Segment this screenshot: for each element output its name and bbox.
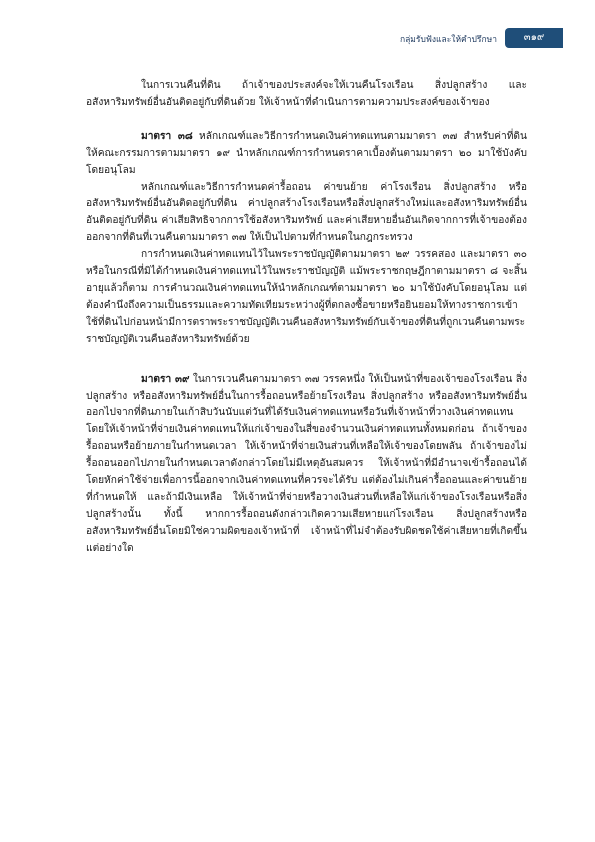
page-number-tab — [505, 28, 563, 48]
section-label: มาตรา ๓๘ — [141, 129, 193, 142]
paragraph-section-38-compensation — [86, 247, 527, 348]
paragraph-text: การกำหนดเงินค่าทดแทนไว้ในพระราชบัญญัติตามมาตรา ๒๙ วรรคสอง และมาตรา ๓๐ หรือในกรณีที่มิได้กำหนดเงินค่าทดแทนไว้ในพระราชบัญญัติ แม้พระราชกฤษฎีกาตามมาตรา ๘ จะสิ้นอายุแล้วก็ตาม การคำนวณเงินค่าทดแทนให้นำหลักเกณฑ์ตามมาตรา ๒๐ มาใช้บังคับโดยอนุโลม แต่ต้องคำนึงถึงความเป็นธรรมและความทัดเทียมระหว่างผู้ที่ตกลงซื้อขายหรือยินยอมให้ทางราชการเข้าใช้ที่ดินไปก่อนหน้ามีการตราพระราชบัญญัติเวนคืนอสังหาริมทรัพย์กับเจ้าของที่ดินที่ถูกเวนคืนตามพระราชบัญญัติเวนคืนอสังหาริมทรัพย์ด้วย — [86, 249, 527, 345]
document-body — [86, 78, 527, 558]
page-number: ๓๑๙ — [523, 32, 545, 43]
paragraph-section-38-criteria — [86, 180, 527, 248]
page-header — [0, 28, 595, 50]
paragraph-expropriation-intro — [86, 78, 527, 112]
section-label: มาตรา ๓๙ — [141, 372, 190, 385]
paragraph-text: หลักเกณฑ์และวิธีการกำหนดค่ารื้อถอน ค่าขนย้าย ค่าโรงเรือน สิ่งปลูกสร้าง หรืออสังหาริมทรัพย์อื่นอันติดอยู่กับที่ดิน ค่าปลูกสร้างโรงเรือนหรือสิ่งปลูกสร้างใหม่และอสังหาริมทรัพย์อื่นอันติดอยู่กับที่ดิน ค่าเสียสิทธิจากการใช้อสังหาริมทรัพย์ และค่าเสียหายอื่นอันเกิดจากการที่เจ้าของต้องออกจากที่ดินที่เวนคืนตามมาตรา ๓๗ ให้เป็นไปตามที่กำหนดในกฎกระทรวง — [86, 181, 527, 244]
paragraph-section-38 — [86, 128, 527, 180]
paragraph-text: หลักเกณฑ์และวิธีการกำหนดเงินค่าทดแทนตามมาตรา ๓๗ สำหรับค่าที่ดิน ให้คณะกรรมการตามมาตรา ๑๙ นำหลักเกณฑ์การกำหนดราคาเบื้องต้นตามมาตรา ๒๐ มาใช้บังคับโดยอนุโลม — [86, 130, 527, 176]
running-title: กลุ่มรับฟังและให้คำปรึกษา — [399, 35, 497, 45]
paragraph-text: ในการเวนคืนที่ดิน ถ้าเจ้าของประสงค์จะให้เวนคืนโรงเรือน สิ่งปลูกสร้าง และอสังหาริมทรัพย์อื่นอันติดอยู่กับที่ดินด้วย ให้เจ้าหน้าที่ดำเนินการตามความประสงค์ของเจ้าของ — [86, 80, 527, 108]
paragraph-text: ในการเวนคืนตามมาตรา ๓๗ วรรคหนึ่ง ให้เป็นหน้าที่ของเจ้าของโรงเรือน สิ่งปลูกสร้าง หรืออสังหาริมทรัพย์อื่นในการรื้อถอนหรือย้ายโรงเรือน สิ่งปลูกสร้าง หรืออสังหาริมทรัพย์อื่นออกไปจากที่ดินภายในเก้าสิบวันนับแต่วันที่ได้รับเงินค่าทดแทนหรือวันที่เจ้าหน้าที่วางเงินค่าทดแทน โดยให้เจ้าหน้าที่จ่ายเงินค่าทดแทนให้แก่เจ้าของในสี่ของจำนวนเงินค่าทดแทนทั้งหมดก่อน ถ้าเจ้าของรื้อถอนหรือย้ายภายในกำหนดเวลา ให้เจ้าหน้าที่จ่ายเงินส่วนที่เหลือให้เจ้าของโดยพลัน ถ้าเจ้าของไม่รื้อถอนออกไปภายในกำหนดเวลาดังกล่าวโดยไม่มีเหตุอันสมควร ให้เจ้าหน้าที่มีอำนาจเข้ารื้อถอนได้โดยหักค่าใช้จ่ายเพื่อการนี้ออกจากเงินค่าทดแทนที่ควรจะได้รับ แต่ต้องไม่เกินค่ารื้อถอนและค่าขนย้ายที่กำหนดให้ และถ้ามีเงินเหลือ ให้เจ้าหน้าที่จ่ายหรือวางเงินส่วนที่เหลือให้แก่เจ้าของโรงเรือนหรือสิ่งปลูกสร้างนั้น ทั้งนี้ หากการรื้อถอนดังกล่าวเกิดความเสียหายแก่โรงเรือน สิ่งปลูกสร้างหรืออสังหาริมทรัพย์อื่นโดยมิใช่ความผิดของเจ้าหน้าที่ เจ้าหน้าที่ไม่จำต้องรับผิดชดใช้ค่าเสียหายที่เกิดขึ้นแต่อย่างใด — [86, 373, 528, 554]
paragraph-section-39 — [86, 371, 527, 558]
